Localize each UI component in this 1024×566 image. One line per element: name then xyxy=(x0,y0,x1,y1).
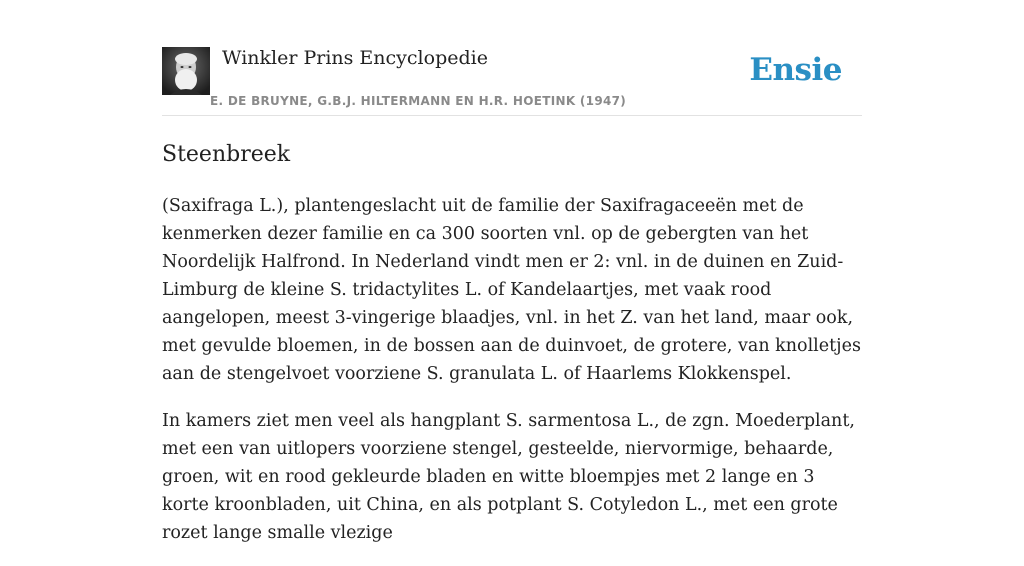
author-portrait-icon[interactable] xyxy=(162,47,210,95)
content-container xyxy=(162,0,862,543)
entry-body xyxy=(162,192,862,566)
entry-paragraph: (Saxifraga L.), plantengeslacht uit de familie der Saxifragaceeën met de kenmerken dezer familie en ca 300 soorten vnl. op de gebergten van het Noordelijk Halfrond. In Nederland vindt men er 2: vnl. in de duinen en Zuid-Limburg de kleine S. tridactylites L. of Kandelaartjes, met vaak rood aangelopen, meest 3-vingerige blaadjes, vnl. in het Z. van het land, maar ook, met gevulde bloemen, in de bossen aan de duinvoet, de grotere, van knolletjes aan de stengelvoet voorziene S. granulata L. of Haarlems Klokkenspel. xyxy=(162,196,861,384)
source-title[interactable]: Winkler Prins Encyclopedie xyxy=(222,47,488,69)
entry-title: Steenbreek xyxy=(162,142,291,167)
entry-paragraph: In kamers ziet men veel als hangplant S. sarmentosa L., de zgn. Moederplant, met een van uitlopers voorziene stengel, gesteelde, niervormige, behaarde, groen, wit en rood gekleurde bladen en witte bloempjes met 2 lange en 3 korte kroonbladen, uit China, en als potplant S. Cotyledon L., met een grote rozet lange smalle vlezige xyxy=(162,411,855,543)
source-authors: E. DE BRUYNE, G.B.J. HILTERMANN EN H.R. HOETINK (1947) xyxy=(210,94,627,108)
ensie-logo-link[interactable]: Ensie xyxy=(749,52,842,88)
source-header xyxy=(162,0,862,116)
